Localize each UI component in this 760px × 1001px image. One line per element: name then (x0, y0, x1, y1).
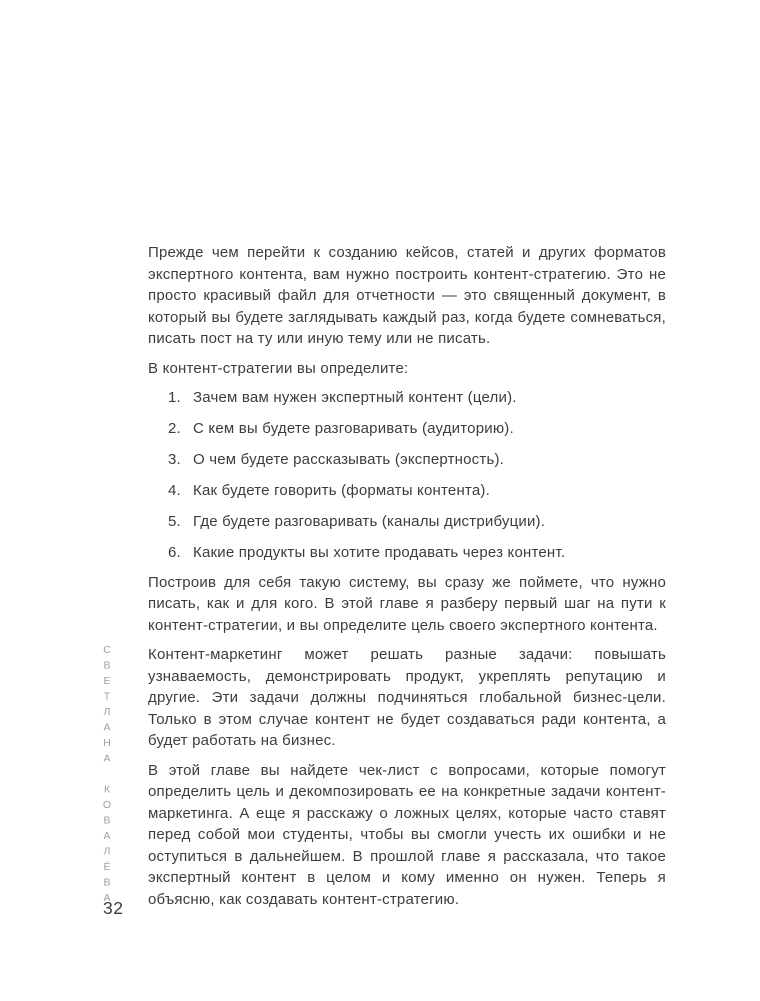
paragraph-marketing: Контент-маркетинг может решать разные задачи: повышать узнаваемость, демонстрировать продукт, укреплять репутацию и другие. Эти задачи должны подчиняться глобальной бизнес-цели. Только в этом случае контент не будет создаваться ради контента, а будет работать на бизнес. (148, 646, 666, 749)
list-item (148, 542, 666, 564)
list-item-number: 3. (168, 451, 181, 468)
list-item (148, 387, 666, 409)
numbered-list (148, 387, 666, 564)
page-number: 32 (103, 898, 124, 918)
list-item-text: Какие продукты вы хотите продавать через контент. (193, 544, 566, 561)
list-item-text: Как будете говорить (форматы контента). (193, 482, 490, 499)
list-item-text: С кем вы будете разговаривать (аудиторию). (193, 420, 514, 437)
sidebar-author-vertical-text: СВЕТЛАНА КОВАЛЁВА (101, 644, 113, 908)
list-item (148, 480, 666, 502)
list-item-number: 5. (168, 513, 181, 530)
paragraph-intro: Прежде чем перейти к созданию кейсов, статей и других форматов экспертного контента, вам нужно построить контент-стратегию. Это не просто красивый файл для отчетности — это священный документ, в который вы будете заглядывать каждый раз, когда будете сомневаться, писать пост на ту или иную тему или не писать. (148, 244, 666, 347)
list-item (148, 449, 666, 471)
list-item (148, 511, 666, 533)
list-item-text: Зачем вам нужен экспертный контент (цели). (193, 389, 517, 406)
paragraph-system: Построив для себя такую систему, вы сразу же поймете, что нужно писать, как и для кого. В этой главе я разберу первый шаг на пути к контент-стратегии, и вы определите цель своего экспертного контента. (148, 573, 666, 634)
list-item-number: 1. (168, 389, 181, 406)
list-item-number: 6. (168, 544, 181, 561)
list-item-text: Где будете разговаривать (каналы дистрибуции). (193, 513, 546, 530)
paragraph-checklist: В этой главе вы найдете чек-лист с вопросами, которые помогут определить цель и декомпозировать ее на конкретные задачи контент-маркетинга. А еще я расскажу о ложных целях, которые часто ставят перед собой мои студенты, чтобы вы смогли учесть их ошибки и не оступиться в дальнейшем. В прошлой главе я рассказала, что такое экспертный контент в целом и кому именно он нужен. Теперь я объясню, как создавать контент-стратегию. (148, 761, 666, 908)
paragraph-define-heading: В контент-стратегии вы определите: (148, 359, 409, 377)
list-item-number: 2. (168, 420, 181, 437)
main-text-column (148, 242, 666, 918)
list-item (148, 418, 666, 440)
list-item-number: 4. (168, 482, 181, 499)
list-item-text: О чем будете рассказывать (экспертность). (193, 451, 505, 468)
